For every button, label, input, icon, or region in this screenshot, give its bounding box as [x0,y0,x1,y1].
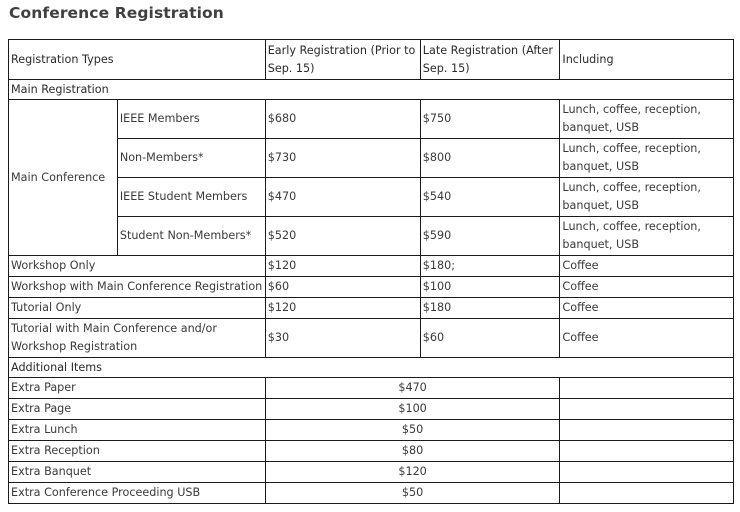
empty-cell [560,399,734,420]
table-row [9,378,734,399]
table-row [9,441,734,462]
additional-item: Extra Reception [9,441,266,462]
page-title: Conference Registration [9,4,224,22]
empty-cell [560,441,734,462]
registration-type: Tutorial with Main Conference and/or Workshop Registration [9,319,266,358]
early-price: $120 [265,256,420,277]
registration-type: Non-Members* [117,139,265,178]
late-price: $100 [420,277,560,298]
table-row [9,277,734,298]
including-text: Lunch, coffee, reception, banquet, USB [560,139,734,178]
additional-item: Extra Lunch [9,420,266,441]
early-price: $520 [265,217,420,256]
registration-type: Student Non-Members* [117,217,265,256]
registration-type: Tutorial Only [9,298,266,319]
header-early-registration: Early Registration (Prior to Sep. 15) [265,40,420,80]
registration-type: Workshop Only [9,256,266,277]
additional-item: Extra Conference Proceeding USB [9,483,266,504]
registration-type: Workshop with Main Conference Registration [9,277,266,298]
table-row [9,399,734,420]
additional-price: $470 [265,378,560,399]
additional-item: Extra Paper [9,378,266,399]
early-price: $120 [265,298,420,319]
empty-cell [560,462,734,483]
late-price: $750 [420,100,560,139]
including-text: Coffee [560,277,734,298]
registration-type: IEEE Student Members [117,178,265,217]
additional-price: $120 [265,462,560,483]
section-main-registration: Main Registration [9,80,734,100]
additional-price: $80 [265,441,560,462]
late-price: $180 [420,298,560,319]
late-price: $540 [420,178,560,217]
table-row [9,256,734,277]
late-price: $800 [420,139,560,178]
table-header-row [9,40,734,80]
header-including: Including [560,40,734,80]
early-price: $60 [265,277,420,298]
late-price: $180; [420,256,560,277]
early-price: $680 [265,100,420,139]
table-row [9,298,734,319]
section-row [9,80,734,100]
main-conference-label: Main Conference [9,100,118,256]
section-additional-items: Additional Items [9,358,734,378]
table-row [9,420,734,441]
early-price: $470 [265,178,420,217]
section-row [9,358,734,378]
including-text: Coffee [560,298,734,319]
registration-type: IEEE Members [117,100,265,139]
including-text: Coffee [560,319,734,358]
table-row [9,100,734,139]
table-row [9,139,734,178]
registration-table [8,39,734,504]
additional-price: $50 [265,420,560,441]
including-text: Coffee [560,256,734,277]
table-row [9,462,734,483]
table-row [9,319,734,358]
early-price: $30 [265,319,420,358]
header-registration-types: Registration Types [9,40,266,80]
late-price: $590 [420,217,560,256]
empty-cell [560,378,734,399]
table-row [9,483,734,504]
early-price: $730 [265,139,420,178]
table-row [9,217,734,256]
empty-cell [560,420,734,441]
empty-cell [560,483,734,504]
late-price: $60 [420,319,560,358]
additional-price: $50 [265,483,560,504]
including-text: Lunch, coffee, reception, banquet, USB [560,100,734,139]
header-late-registration: Late Registration (After Sep. 15) [420,40,560,80]
additional-item: Extra Banquet [9,462,266,483]
additional-price: $100 [265,399,560,420]
including-text: Lunch, coffee, reception, banquet, USB [560,178,734,217]
table-row [9,178,734,217]
additional-item: Extra Page [9,399,266,420]
including-text: Lunch, coffee, reception, banquet, USB [560,217,734,256]
